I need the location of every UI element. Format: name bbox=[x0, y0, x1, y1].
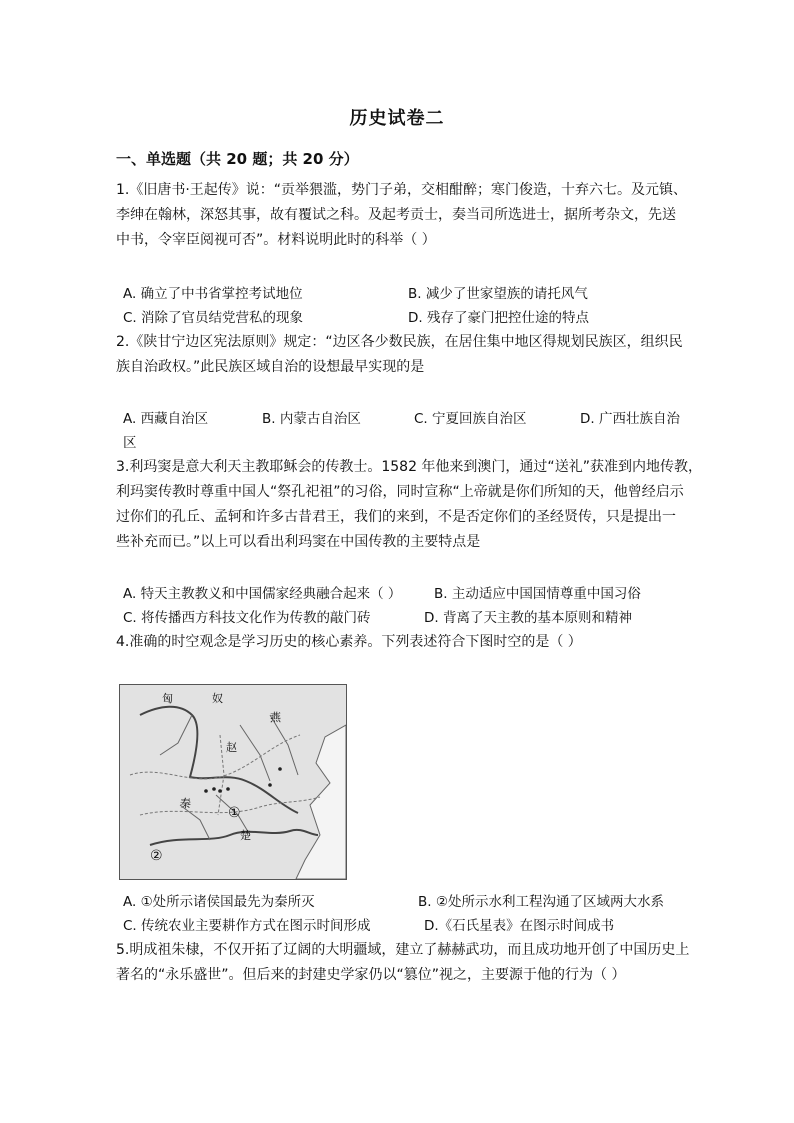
page-title: 历史试卷二 bbox=[349, 108, 445, 129]
question-3-option-b[interactable]: B. 主动适应中国国情尊重中国习俗 bbox=[434, 586, 641, 602]
question-5-line: 5.明成祖朱棣，不仅开拓了辽阔的大明疆域，建立了赫赫武功，而且成功地开创了中国历史上 bbox=[116, 942, 690, 958]
question-3-option-a[interactable]: A. 特天主教教义和中国儒家经典融合起来（ ） bbox=[123, 586, 402, 602]
map-marker-1: ① bbox=[228, 805, 241, 821]
map-label-yan: 燕 bbox=[270, 711, 281, 724]
question-3-line: 3.利玛窦是意大利天主教耶稣会的传教士。1582 年他来到澳门，通过“送礼”获准到内地传教， bbox=[116, 459, 702, 475]
question-1-option-a[interactable]: A. 确立了中书省掌控考试地位 bbox=[123, 286, 303, 302]
question-4-option-c[interactable]: C. 传统农业主要耕作方式在图示时间形成 bbox=[123, 918, 371, 934]
question-2-option-a[interactable]: A. 西藏自治区 bbox=[123, 411, 209, 427]
question-3-option-d[interactable]: D. 背离了天主教的基本原则和精神 bbox=[424, 610, 632, 626]
question-1-option-b[interactable]: B. 减少了世家望族的请托风气 bbox=[408, 286, 588, 302]
question-4-line: 4.准确的时空观念是学习历史的核心素养。下列表述符合下图时空的是（ ） bbox=[116, 634, 582, 650]
question-2-option-c[interactable]: C. 宁夏回族自治区 bbox=[414, 411, 527, 427]
question-2-line: 族自治政权。”此民族区域自治的设想最早实现的是 bbox=[116, 359, 425, 375]
map-label-chu: 楚 bbox=[240, 829, 251, 842]
question-1-line: 1.《旧唐书·王起传》说：“贡举猥滥，势门子弟，交相酣醉；寒门俊造，十弃六七。及元镇、 bbox=[116, 182, 688, 198]
question-1-line: 中书，令宰臣阅视可否”。材料说明此时的科举（ ） bbox=[116, 232, 436, 248]
question-4-option-d[interactable]: D.《石氏星表》在图示时间成书 bbox=[424, 918, 615, 934]
map-label-xiongnu-b: 奴 bbox=[212, 692, 223, 705]
question-3-line: 过你们的孔丘、孟轲和许多古昔君王，我们的来到，不是否定你们的圣经贤传，只是提出一 bbox=[116, 509, 676, 525]
question-3-line: 些补充而已。”以上可以看出利玛窦在中国传教的主要特点是 bbox=[116, 534, 481, 550]
question-4-option-b[interactable]: B. ②处所示水利工程沟通了区域两大水系 bbox=[418, 894, 664, 910]
question-4-option-a[interactable]: A. ①处所示诸侯国最先为秦所灭 bbox=[123, 894, 315, 910]
question-3-option-c[interactable]: C. 将传播西方科技文化作为传教的敲门砖 bbox=[123, 610, 371, 626]
question-2-line: 2.《陕甘宁边区宪法原则》规定：“边区各少数民族，在居住集中地区得规划民族区，组织民 bbox=[116, 334, 683, 350]
section-heading: 一、单选题（共 20 题；共 20 分） bbox=[116, 150, 359, 168]
question-2-option-d-wrap: 区 bbox=[123, 435, 137, 451]
map-label-xiongnu-a: 匈 bbox=[162, 692, 173, 705]
map-label-zhao: 赵 bbox=[226, 741, 237, 754]
historical-map bbox=[119, 684, 347, 880]
question-1-option-c[interactable]: C. 消除了官员结党营私的现象 bbox=[123, 310, 304, 326]
question-2-option-b[interactable]: B. 内蒙古自治区 bbox=[262, 411, 361, 427]
question-2-option-d[interactable]: D. 广西壮族自治 bbox=[580, 411, 680, 427]
question-1-line: 李绅在翰林，深怒其事，故有覆试之科。及起考贡士，奏当司所选进士，据所考杂文，先送 bbox=[116, 207, 676, 223]
map-marker-2: ② bbox=[150, 848, 163, 864]
question-1-option-d[interactable]: D. 残存了豪门把控仕途的特点 bbox=[408, 310, 589, 326]
question-5-line: 著名的“永乐盛世”。但后来的封建史学家仍以“篡位”视之，主要源于他的行为（ ） bbox=[116, 967, 626, 983]
question-3-line: 利玛窦传教时尊重中国人“祭孔祀祖”的习俗，同时宣称“上帝就是你们所知的天，他曾经启示 bbox=[116, 484, 684, 500]
map-label-qin: 秦 bbox=[180, 797, 191, 810]
